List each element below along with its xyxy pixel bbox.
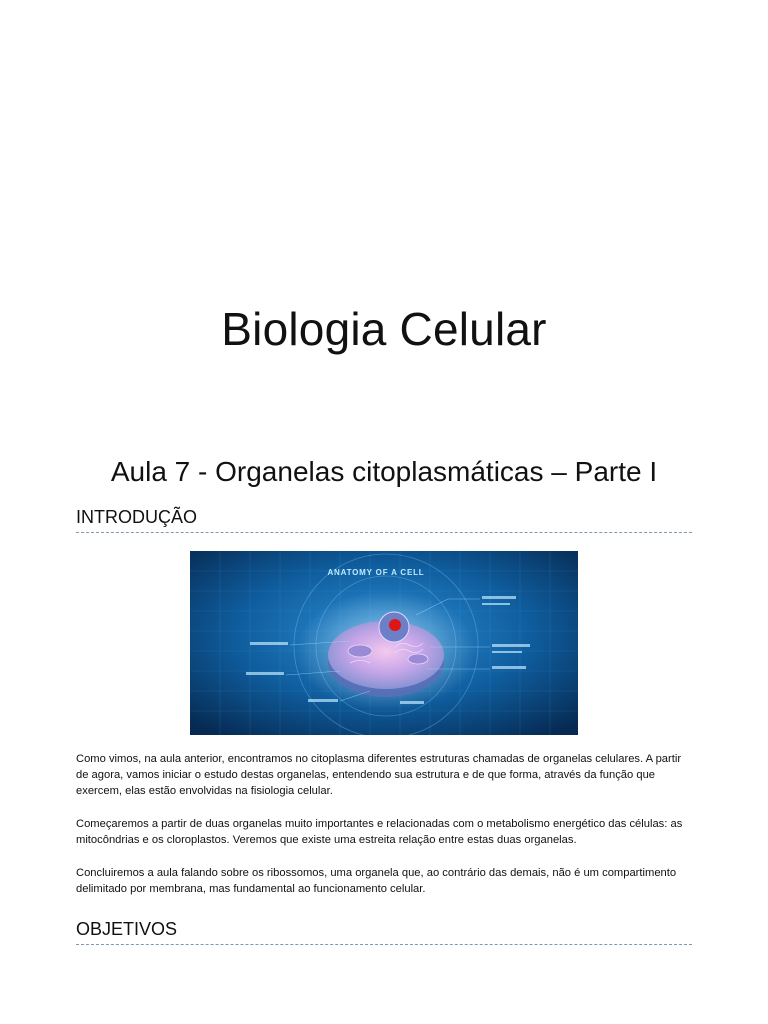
- document-title: Biologia Celular: [221, 303, 547, 355]
- lesson-title: Aula 7 - Organelas citoplasmáticas – Parte I: [110, 456, 658, 487]
- figure-caption: ANATOMY OF A CELL: [327, 568, 425, 577]
- intro-paragraph-2: Começaremos a partir de duas organelas muito importantes e relacionadas com o metabolismo energético das células: as mitocôndrias e os cloroplastos. Veremos que existe uma estreita relação entre estas duas organelas.: [76, 818, 683, 846]
- section-heading-introduction: INTRODUÇÃO: [76, 507, 692, 533]
- intro-paragraph-3: Concluiremos a aula falando sobre os ribossomos, uma organela que, ao contrário das demais, não é um compartimento delimitado por membrana, mas fundamental ao funcionamento celular.: [76, 867, 677, 895]
- section-heading-objectives: OBJETIVOS: [76, 919, 692, 945]
- cell-anatomy-illustration: [190, 551, 578, 735]
- intro-paragraph-1: Como vimos, na aula anterior, encontramos no citoplasma diferentes estruturas chamadas de organelas celulares. A partir de agora, vamos iniciar o estudo destas organelas, entendendo sua estrutura e de que forma, através da função que exercem, elas estão envolvidas na fisiologia celular.: [76, 753, 682, 797]
